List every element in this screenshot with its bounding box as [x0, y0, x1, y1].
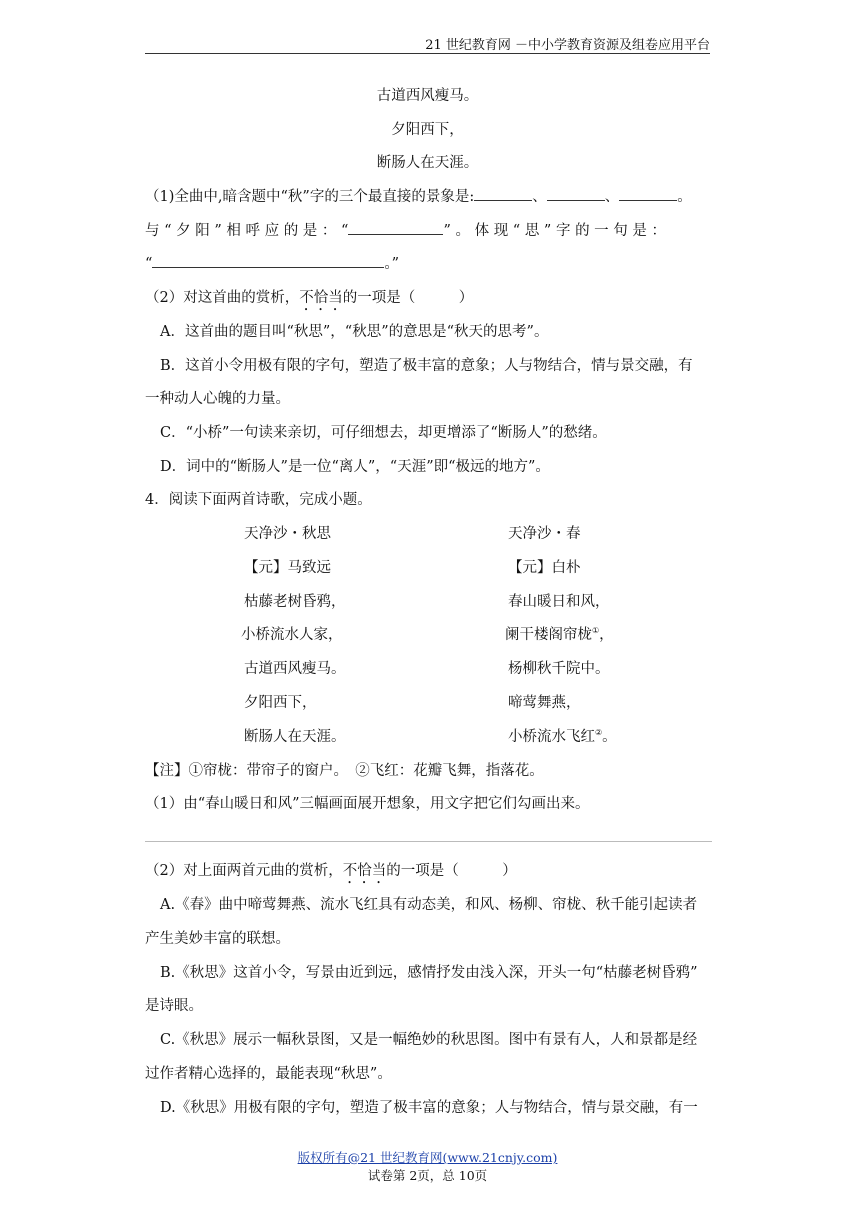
option-b-cont: 是诗眼。: [145, 998, 203, 1014]
period: 。: [677, 189, 692, 205]
right-poem-line: [505, 623, 614, 644]
sub-question-1: （1）由“春山暖日和风”三幅画面展开想象，用文字把它们勾画出来。: [145, 796, 590, 812]
footnote-marker: ①: [592, 626, 600, 636]
question-2-stem: [145, 286, 473, 314]
left-poem-line: 古道西风瘦马。: [244, 661, 346, 677]
line-text: 小桥流水飞红: [508, 729, 595, 745]
option-b[interactable]: B．这首小令用极有限的字句，塑造了极丰富的意象；人与物结合，情与景交融，有: [160, 358, 693, 374]
emphasis-text: 不恰当: [299, 290, 343, 306]
question-1-line-1: [145, 185, 692, 206]
right-poem-line: 春山暖日和风，: [508, 594, 610, 610]
left-poem-author: 【元】马致远: [244, 560, 331, 576]
question-1-line-2: [145, 219, 666, 240]
answer-blank[interactable]: [619, 186, 677, 201]
option-c[interactable]: C.《秋思》展示一幅秋景图，又是一幅绝妙的秋思图。图中有景有人，人和景都是经: [160, 1032, 698, 1048]
left-poem-line: 夕阳西下，: [244, 695, 317, 711]
left-poem-line: 断肠人在天涯。: [244, 729, 346, 745]
stem-text: 的一项是（ ）: [342, 290, 474, 306]
poem-line: 断肠人在天涯。: [376, 155, 479, 171]
right-poem-title: 天净沙・春: [508, 526, 581, 542]
answer-blank[interactable]: [152, 253, 384, 268]
separator: 、: [532, 189, 547, 205]
poem-line: 夕阳西下，: [391, 122, 464, 138]
option-d[interactable]: D．词中的“断肠人”是一位“离人”，“天涯”即“极远的地方”。: [160, 459, 550, 475]
punct: ，: [599, 627, 614, 643]
option-b-cont: 一种动人心魄的力量。: [145, 391, 290, 407]
line-text: 阑干楼阁帘栊: [505, 627, 592, 643]
option-d[interactable]: D.《秋思》用极有限的字句，塑造了极丰富的意象；人与物结合，情与景交融，有一: [160, 1100, 698, 1116]
separator: 、: [604, 189, 620, 205]
punct: 。: [602, 729, 617, 745]
copyright-link[interactable]: 版权所有@21 世纪教育网(www.21cnjy.com): [297, 1150, 558, 1165]
sub-question-2-stem: [145, 859, 517, 887]
stem-text: （2）对这首曲的赏析，: [145, 290, 300, 306]
right-poem-line: 杨柳秋千院中。: [508, 661, 610, 677]
quote-open: “: [145, 256, 153, 272]
answer-blank[interactable]: [348, 220, 443, 235]
quote-close: 。”: [384, 256, 400, 272]
stem-text: （2）对上面两首元曲的赏析，: [145, 863, 343, 879]
stem-text: 的一项是（ ）: [386, 863, 517, 879]
right-poem-line: [508, 725, 617, 746]
question-text: 与 “ 夕 阳 ” 相 呼 应 的 是 ： “: [145, 223, 349, 239]
footnote: 【注】①帘栊：带帘子的窗户。 ②飞红：花瓣飞舞，指落花。: [145, 763, 544, 779]
page-number: 试卷第 2页，总 10页: [367, 1168, 488, 1183]
option-b[interactable]: B.《秋思》这首小令，写景由近到远，感情抒发由浅入深，开头一句“枯藤老树昏鸦”: [160, 965, 698, 981]
option-c[interactable]: C．“小桥”一句读来亲切，可仔细想去，却更增添了“断肠人”的愁绪。: [160, 425, 607, 441]
page-header: 21 世纪教育网 －中小学教育资源及组卷应用平台: [145, 34, 710, 54]
right-poem-line: 啼莺舞燕，: [508, 695, 581, 711]
poem-line: 古道西风瘦马。: [376, 88, 479, 104]
question-text: （1)全曲中,暗含题中“秋”字的三个最直接的景象是:: [145, 189, 475, 205]
right-poem-author: 【元】白朴: [508, 560, 581, 576]
emphasis-text: 不恰当: [342, 863, 387, 879]
left-poem-line: 小桥流水人家，: [241, 627, 343, 643]
footnote-marker: ②: [595, 728, 603, 738]
answer-line[interactable]: [145, 841, 712, 842]
option-a[interactable]: A．这首曲的题目叫“秋思”，“秋思”的意思是“秋天的思考”。: [160, 324, 549, 340]
option-a[interactable]: A.《春》曲中啼莺舞燕、流水飞红具有动态美，和风、杨柳、帘栊、秋千能引起读者: [160, 897, 698, 913]
left-poem-line: 枯藤老树昏鸦，: [244, 594, 346, 610]
question-4-intro: 4．阅读下面两首诗歌，完成小题。: [145, 492, 372, 508]
option-c-cont: 过作者精心选择的，最能表现“秋思”。: [145, 1066, 392, 1082]
option-a-cont: 产生美妙丰富的联想。: [145, 931, 290, 947]
left-poem-title: 天净沙・秋思: [244, 526, 331, 542]
question-text: ” 。 体 现 “ 思 ” 字 的 一 句 是 ：: [443, 223, 667, 239]
answer-blank[interactable]: [547, 186, 605, 201]
answer-blank[interactable]: [474, 186, 532, 201]
question-1-line-3: [145, 252, 399, 273]
